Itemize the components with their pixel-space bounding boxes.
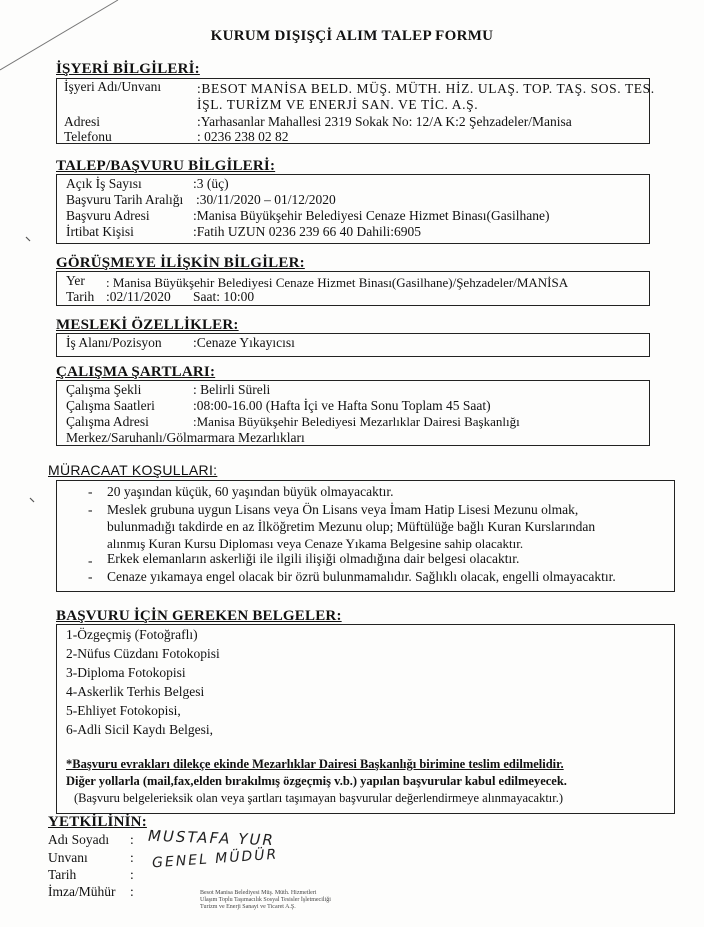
isyeri-phone-value: : 0236 238 02 82 bbox=[197, 129, 289, 144]
section-heading-calisma: ÇALIŞMA ŞARTLARI: bbox=[56, 364, 216, 380]
stamp-line: Besot Manisa Belediyesi Müş. Müth. Hizmetleri bbox=[200, 890, 317, 896]
calisma-saat-label: Çalışma Saatleri bbox=[66, 398, 155, 413]
yetkili-colon: : bbox=[130, 832, 134, 847]
section-heading-gorusme: GÖRÜŞMEYE İLİŞKİN BİLGİLER: bbox=[56, 255, 305, 271]
isyeri-address-value: :Yarhasanlar Mahallesi 2319 Sokak No: 12/A K:2 Şehzadeler/Manisa bbox=[197, 114, 572, 129]
scan-mark bbox=[30, 498, 34, 502]
muracaat-item-cont: alınmış Kuran Kursu Diploması veya Cenaze Yıkama Belgesine sahip olacaktır. bbox=[107, 536, 524, 551]
gorusme-yer-value: : Manisa Büyükşehir Belediyesi Cenaze Hizmet Binası(Gasilhane)/Şehzadeler/MANİSA bbox=[106, 275, 569, 290]
yetkili-imza-label: İmza/Mühür bbox=[48, 884, 116, 899]
section-heading-yetkili: YETKİLİNİN: bbox=[48, 814, 147, 830]
gorusme-tarih-label: Tarih bbox=[66, 289, 95, 304]
isyeri-name-value-cont: İŞL. TURİZM VE ENERJİ SAN. VE TİC. A.Ş. bbox=[197, 97, 479, 112]
yetkili-colon: : bbox=[130, 867, 134, 882]
section-heading-mesleki: MESLEKİ ÖZELLİKLER: bbox=[56, 317, 239, 333]
belge-note-other-ways: Diğer yollarla (mail,fax,elden bırakılmış özgeçmiş v.b.) yapılan başvurular kabul edilmeyecek. bbox=[66, 774, 567, 788]
bullet-dash: - bbox=[88, 553, 93, 568]
talep-value: :Manisa Büyükşehir Belediyesi Cenaze Hizmet Binası(Gasilhane) bbox=[193, 208, 550, 223]
belge-item: 2-Nüfus Cüzdanı Fotokopisi bbox=[66, 646, 220, 661]
muracaat-item-cont: bulunmadığı takdirde en az İlköğretim Mezunu olup; Müftülüğe bağlı Kuran Kurslarından bbox=[107, 519, 596, 534]
calisma-sekil-value: : Belirli Süreli bbox=[193, 382, 271, 397]
muracaat-item: Erkek elemanların askerliği ile ilgili ilişiği olmadığına dair belgesi olacaktır. bbox=[107, 551, 520, 566]
gorusme-saat: Saat: 10:00 bbox=[193, 289, 255, 304]
belge-item: 5-Ehliyet Fotokopisi, bbox=[66, 703, 181, 718]
belge-item: 6-Adli Sicil Kaydı Belgesi, bbox=[66, 722, 213, 737]
talep-value: :Fatih UZUN 0236 239 66 40 Dahili:6905 bbox=[193, 224, 421, 239]
calisma-adres-value: :Manisa Büyükşehir Belediyesi Mezarlıklar Dairesi Başkanlığı bbox=[193, 414, 520, 429]
yetkili-ad-label: Adı Soyadı bbox=[48, 832, 110, 847]
scan-mark bbox=[26, 237, 30, 241]
belge-item: 4-Askerlik Terhis Belgesi bbox=[66, 684, 205, 699]
muracaat-item: Meslek grubuna uygun Lisans veya Ön Lisans veya İmam Hatip Lisesi Mezunu olmak, bbox=[107, 502, 579, 517]
gorusme-yer-label: Yer bbox=[66, 273, 85, 288]
yetkili-unvan-label: Unvanı bbox=[48, 850, 88, 865]
talep-label: Açık İş Sayısı bbox=[66, 176, 142, 191]
form-title: KURUM DIŞIŞÇİ ALIM TALEP FORMU bbox=[210, 28, 494, 44]
isyeri-address-label: Adresi bbox=[64, 114, 100, 129]
talep-value: :3 (üç) bbox=[193, 176, 229, 191]
section-heading-talep: TALEP/BAŞVURU BİLGİLERİ: bbox=[56, 158, 276, 174]
muracaat-item: Cenaze yıkamaya engel olacak bir özrü bulunmamalıdır. Sağlıklı olacak, engelli olmayacaktır. bbox=[107, 569, 616, 584]
calisma-sekil-label: Çalışma Şekli bbox=[66, 382, 142, 397]
mesleki-value: :Cenaze Yıkayıcısı bbox=[193, 335, 295, 350]
company-stamp bbox=[200, 890, 360, 911]
belge-note-deliver: *Başvuru evrakları dilekçe ekinde Mezarlıklar Dairesi Başkanlığı birimine teslim edilmelidir. bbox=[66, 757, 564, 771]
belge-item: 1-Özgeçmiş (Fotoğraflı) bbox=[66, 627, 198, 642]
talep-label: İrtibat Kişisi bbox=[66, 224, 134, 239]
section-heading-isyeri: İŞYERİ BİLGİLERİ: bbox=[56, 61, 200, 77]
section-heading-belgeler: BAŞVURU İÇİN GEREKEN BELGELER: bbox=[56, 608, 342, 624]
belge-item: 3-Diploma Fotokopisi bbox=[66, 665, 186, 680]
calisma-adres-label: Çalışma Adresi bbox=[66, 414, 149, 429]
calisma-adres-value-cont: Merkez/Saruhanlı/Gölmarmara Mezarlıkları bbox=[66, 430, 305, 445]
isyeri-name-value: :BESOT MANİSA BELD. MÜŞ. MÜTH. HİZ. ULAŞ. TOP. TAŞ. SOS. TES. bbox=[197, 81, 655, 96]
yetkili-colon: : bbox=[130, 884, 134, 899]
calisma-saat-value: :08:00-16.00 (Hafta İçi ve Hafta Sonu Toplam 45 Saat) bbox=[193, 398, 491, 413]
yetkili-tarih-label: Tarih bbox=[48, 867, 77, 882]
gorusme-tarih-value: :02/11/2020 bbox=[106, 289, 171, 304]
stamp-line: Ulaşım Toplu Taşımacılık Sosyal Tesisler İşletmeciliği bbox=[200, 897, 331, 903]
bullet-dash: - bbox=[88, 502, 93, 517]
talep-value: :30/11/2020 – 01/12/2020 bbox=[196, 192, 336, 207]
talep-label: Başvuru Adresi bbox=[66, 208, 150, 223]
yetkili-colon: : bbox=[130, 850, 134, 865]
section-heading-muracaat: MÜRACAAT KOŞULLARI: bbox=[48, 462, 218, 478]
isyeri-name-label: İşyeri Adı/Unvanı bbox=[64, 79, 162, 94]
yetkili-ad-handwritten: MUSTAFA YUR bbox=[147, 826, 276, 850]
talep-label: Başvuru Tarih Aralığı bbox=[66, 192, 184, 207]
bullet-dash: - bbox=[88, 569, 93, 584]
isyeri-phone-label: Telefonu bbox=[64, 129, 112, 144]
belge-note-incomplete: (Başvuru belgelerieksik olan veya şartları taşımayan başvurular değerlendirmeye alınmayacaktır.) bbox=[74, 791, 564, 805]
bullet-dash: - bbox=[88, 484, 93, 499]
mesleki-label: İş Alanı/Pozisyon bbox=[66, 335, 162, 350]
muracaat-item: 20 yaşından küçük, 60 yaşından büyük olmayacaktır. bbox=[107, 484, 394, 499]
yetkili-unvan-handwritten: GENEL MÜDÜR bbox=[151, 846, 279, 872]
stamp-line: Turizm ve Enerji Sanayi ve Ticaret A.Ş. bbox=[200, 904, 296, 910]
